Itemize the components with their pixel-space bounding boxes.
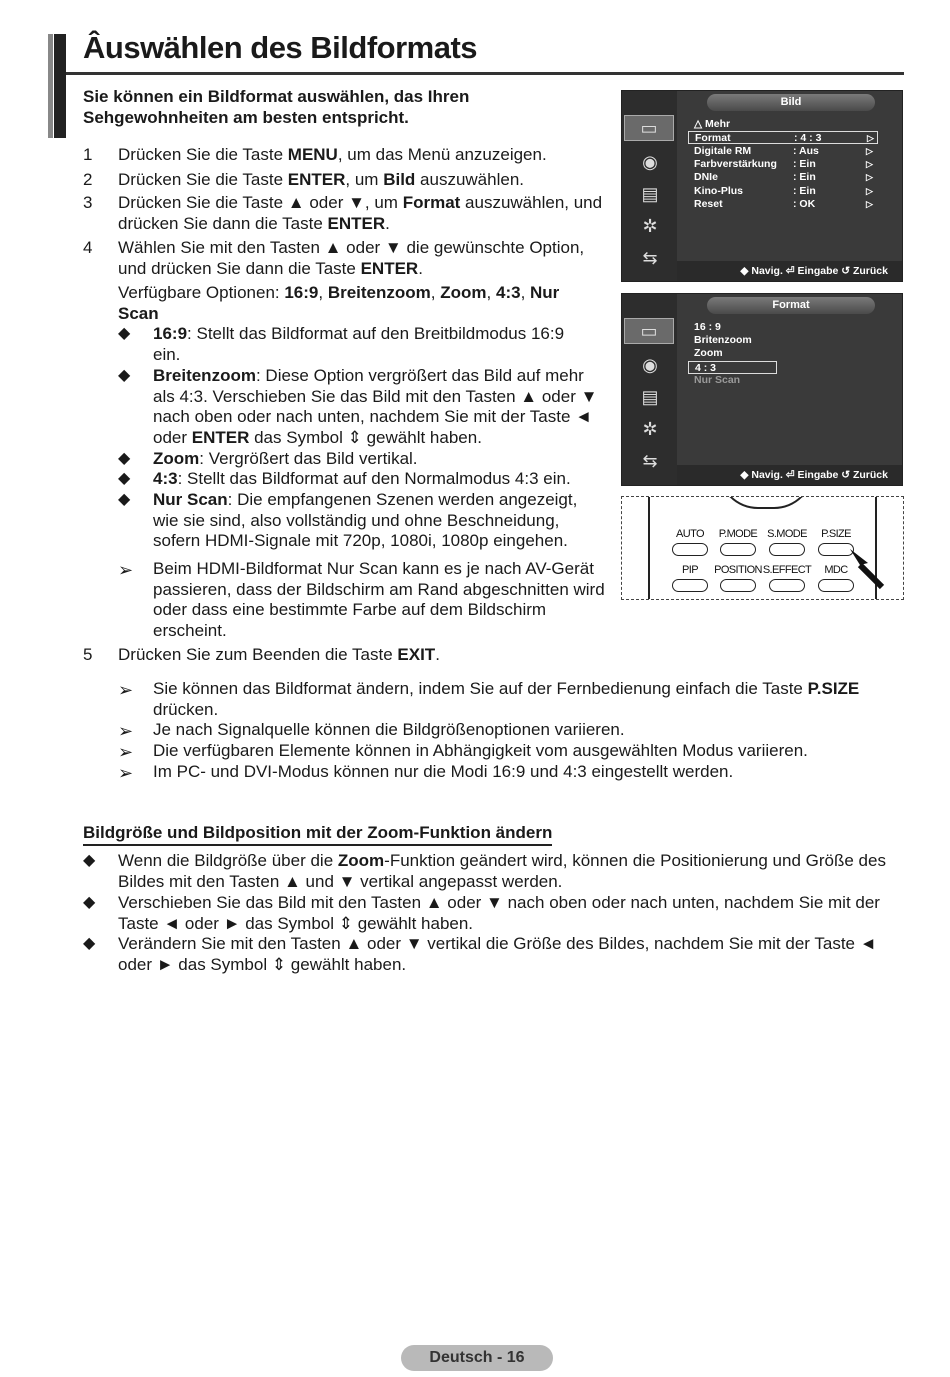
channel-menu-icon[interactable]: ▤ (641, 386, 659, 407)
remote-label-mdc: MDC (824, 564, 848, 576)
step-text: Drücken Sie die Taste ENTER, um Bild auszuwählen. (118, 170, 524, 189)
pmode-button[interactable] (720, 543, 756, 556)
note-text: Die verfügbaren Elemente können in Abhängigkeit vom ausgewählten Modus variieren. (153, 741, 808, 760)
setup-menu-icon[interactable]: ✲ (642, 215, 658, 236)
title-accent-bar (48, 34, 68, 138)
osd-item-reset[interactable]: Reset : OK ▷ (694, 198, 873, 210)
diamond-bullet-icon: ◆ (118, 325, 131, 342)
step-text: Wählen Sie mit den Tasten ▲ oder ▼ die gewünschte Option, und drücken Sie dann die Taste ENTER. (118, 238, 585, 278)
page-title: Âuswählen des Bildformats (83, 30, 478, 65)
channel-menu-icon[interactable]: ▤ (641, 183, 659, 204)
option-text: 4:3: Stellt das Bildformat auf den Normalmodus 4:3 ein. (153, 469, 571, 488)
step-5 (83, 645, 613, 666)
diamond-bullet-icon: ◆ (118, 470, 131, 487)
available-options (83, 283, 563, 324)
intro-text: Sie können ein Bildformat auswählen, das Ihren Sehgewohnheiten am besten entspricht. (83, 87, 470, 127)
auto-button[interactable] (672, 543, 708, 556)
step-number: 1 (83, 145, 93, 164)
diamond-bullet-icon: ◆ (83, 852, 96, 869)
zoom-bullet-text: Wenn die Bildgröße über die Zoom-Funktion geändert wird, können die Positionierung und Größe des Bildes mit den Tasten ▲ und ▼ vertikal angepasst werden. (118, 851, 886, 891)
right-arrow-icon: ▷ (866, 186, 873, 196)
option-16-9 (118, 324, 588, 365)
step-text: Drücken Sie die Taste MENU, um das Menü anzuzeigen. (118, 145, 547, 164)
option-text: 16:9: Stellt das Bildformat auf den Breitbildmodus 16:9 ein. (153, 324, 565, 364)
osd-format-16-9[interactable]: 16 : 9 (694, 321, 721, 333)
diamond-bullet-icon: ◆ (118, 491, 131, 508)
diamond-bullet-icon: ◆ (83, 894, 96, 911)
pip-button[interactable] (672, 579, 708, 592)
note-pc-dvi (118, 762, 898, 783)
zoom-bullet-text: Verschieben Sie das Bild mit den Tasten ▲ oder ▼ nach oben oder nach unten, nachdem Sie mit der Taste ◄ oder ► das Symbol ⇕ gewählt haben. (118, 893, 880, 933)
osd-format-zoom[interactable]: Zoom (694, 347, 723, 359)
arrow-note-icon: ➢ (118, 763, 134, 783)
arrow-note-icon: ➢ (118, 560, 134, 580)
available-options-text: Verfügbare Optionen: 16:9, Breitenzoom, Zoom, 4:3, Nur Scan (118, 283, 560, 323)
osd-footer: ◆ Navig. ⏎ Eingabe ↺ Zurück (677, 465, 902, 485)
osd-sidebar (622, 294, 677, 485)
option-text: Nur Scan: Die empfangenen Szenen werden angezeigt, wie sie sind, also vollständig und ohne Beschneidung, sofern HDMI-Signale mit 720p, 1080i, 1080p eingehen. (153, 490, 578, 550)
osd-more-item[interactable]: △ Mehr (694, 118, 731, 130)
zoom-bullet-1 (83, 851, 913, 892)
option-text: Zoom: Vergrößert das Bild vertikal. (153, 449, 418, 468)
osd-item-digitale-rm[interactable]: Digitale RM : Aus ▷ (694, 145, 873, 157)
note-text: Je nach Signalquelle können die Bildgrößenoptionen variieren. (153, 720, 625, 739)
remote-label-pmode: P.MODE (718, 528, 758, 540)
right-arrow-icon: ▷ (866, 199, 873, 209)
zoom-bullet-2 (83, 893, 913, 934)
osd-format-4-3[interactable]: 4 : 3 (688, 361, 777, 374)
zoom-section-heading: Bildgröße und Bildposition mit der Zoom-Funktion ändern (83, 823, 552, 846)
diamond-bullet-icon: ◆ (118, 367, 131, 384)
arrow-note-icon: ➢ (118, 721, 134, 741)
step-number: 2 (83, 170, 93, 189)
zoom-bullet-3 (83, 934, 913, 975)
option-nur-scan (118, 490, 598, 552)
hdmi-note (118, 559, 613, 641)
osd-item-format[interactable]: Format : 4 : 3 ▷ (688, 131, 878, 144)
picture-menu-icon[interactable]: ▭ (624, 115, 674, 141)
sound-menu-icon[interactable]: ◉ (642, 354, 658, 375)
dpad-outline (718, 496, 814, 509)
step-number: 5 (83, 645, 93, 664)
zoom-bullet-text: Verändern Sie mit den Tasten ▲ oder ▼ vertikal die Größe des Bildes, nachdem Sie mit der Taste ◄ oder ► das Symbol ⇕ gewählt haben. (118, 934, 877, 974)
picture-menu-icon[interactable]: ▭ (624, 318, 674, 344)
step-4 (83, 238, 613, 279)
step-text: Drücken Sie zum Beenden die Taste EXIT. (118, 645, 440, 664)
note-text: Sie können das Bildformat ändern, indem Sie auf der Fernbedienung einfach die Taste P.SIZE drücken. (153, 679, 860, 719)
osd-format-nur-scan[interactable]: Nur Scan (694, 374, 741, 386)
right-arrow-icon: ▷ (866, 146, 873, 156)
step-text: Drücken Sie die Taste ▲ oder ▼, um Format auszuwählen, und drücken Sie dann die Taste ENTER. (118, 193, 603, 233)
input-menu-icon[interactable]: ⇆ (642, 247, 658, 268)
option-text: Breitenzoom: Diese Option vergrößert das Bild auf mehr als 4:3. Verschieben Sie das Bild mit den Tasten ▲ oder ▼ nach oben oder nach unten, nachdem Sie mit der Taste ◄ oder ENTER das Symbol ⇕ gewählt haben. (153, 366, 598, 447)
input-menu-icon[interactable]: ⇆ (642, 450, 658, 471)
note-text: Im PC- und DVI-Modus können nur die Modi 16:9 und 4:3 eingestellt werden. (153, 762, 734, 781)
right-arrow-icon: ▷ (867, 133, 874, 143)
osd-item-dnie[interactable]: DNIe : Ein ▷ (694, 171, 873, 183)
diamond-bullet-icon: ◆ (83, 935, 96, 952)
right-arrow-icon: ▷ (866, 159, 873, 169)
osd-bild-menu (621, 90, 903, 282)
note-elements (118, 741, 898, 762)
seffect-button[interactable] (769, 579, 805, 592)
remote-control-illustration (621, 496, 904, 600)
option-breitenzoom (118, 366, 603, 448)
osd-format-menu (621, 293, 903, 486)
step-2 (83, 170, 613, 191)
smode-button[interactable] (769, 543, 805, 556)
osd-header: Format (707, 297, 875, 314)
step-3 (83, 193, 603, 234)
pointing-hand-icon (844, 545, 894, 593)
step-number: 3 (83, 193, 93, 212)
osd-footer: ◆ Navig. ⏎ Eingabe ↺ Zurück (677, 261, 902, 281)
remote-label-seffect: S.EFFECT (762, 564, 812, 576)
remote-label-smode: S.MODE (767, 528, 807, 540)
note-signal (118, 720, 898, 741)
osd-item-farbverstaerkung[interactable]: Farbverstärkung : Ein ▷ (694, 158, 873, 170)
hdmi-note-text: Beim HDMI-Bildformat Nur Scan kann es je nach AV-Gerät passieren, dass der Bildschirm am Rand abgeschnitten wird oder dass eine bestimmte Farbe auf dem Bildschirm erscheint. (153, 559, 605, 640)
diamond-bullet-icon: ◆ (118, 450, 131, 467)
setup-menu-icon[interactable]: ✲ (642, 418, 658, 439)
title-divider (66, 72, 904, 75)
position-button[interactable] (720, 579, 756, 592)
option-4-3 (118, 469, 618, 490)
sound-menu-icon[interactable]: ◉ (642, 151, 658, 172)
osd-header: Bild (707, 94, 875, 111)
page-footer: Deutsch - 16 (401, 1345, 553, 1371)
remote-label-position: POSITION (714, 564, 762, 576)
right-arrow-icon: ▷ (866, 172, 873, 182)
option-zoom (118, 449, 618, 470)
arrow-note-icon: ➢ (118, 742, 134, 762)
step-1 (83, 145, 613, 166)
osd-sidebar (622, 91, 677, 281)
step-number: 4 (83, 238, 93, 257)
remote-label-auto: AUTO (676, 528, 704, 540)
arrow-note-icon: ➢ (118, 680, 134, 700)
osd-format-britenzoom[interactable]: Britenzoom (694, 334, 752, 346)
note-psize (118, 679, 898, 720)
osd-item-kino-plus[interactable]: Kino-Plus : Ein ▷ (694, 185, 873, 197)
remote-label-psize: P.SIZE (821, 528, 851, 540)
remote-label-pip: PIP (682, 564, 698, 576)
